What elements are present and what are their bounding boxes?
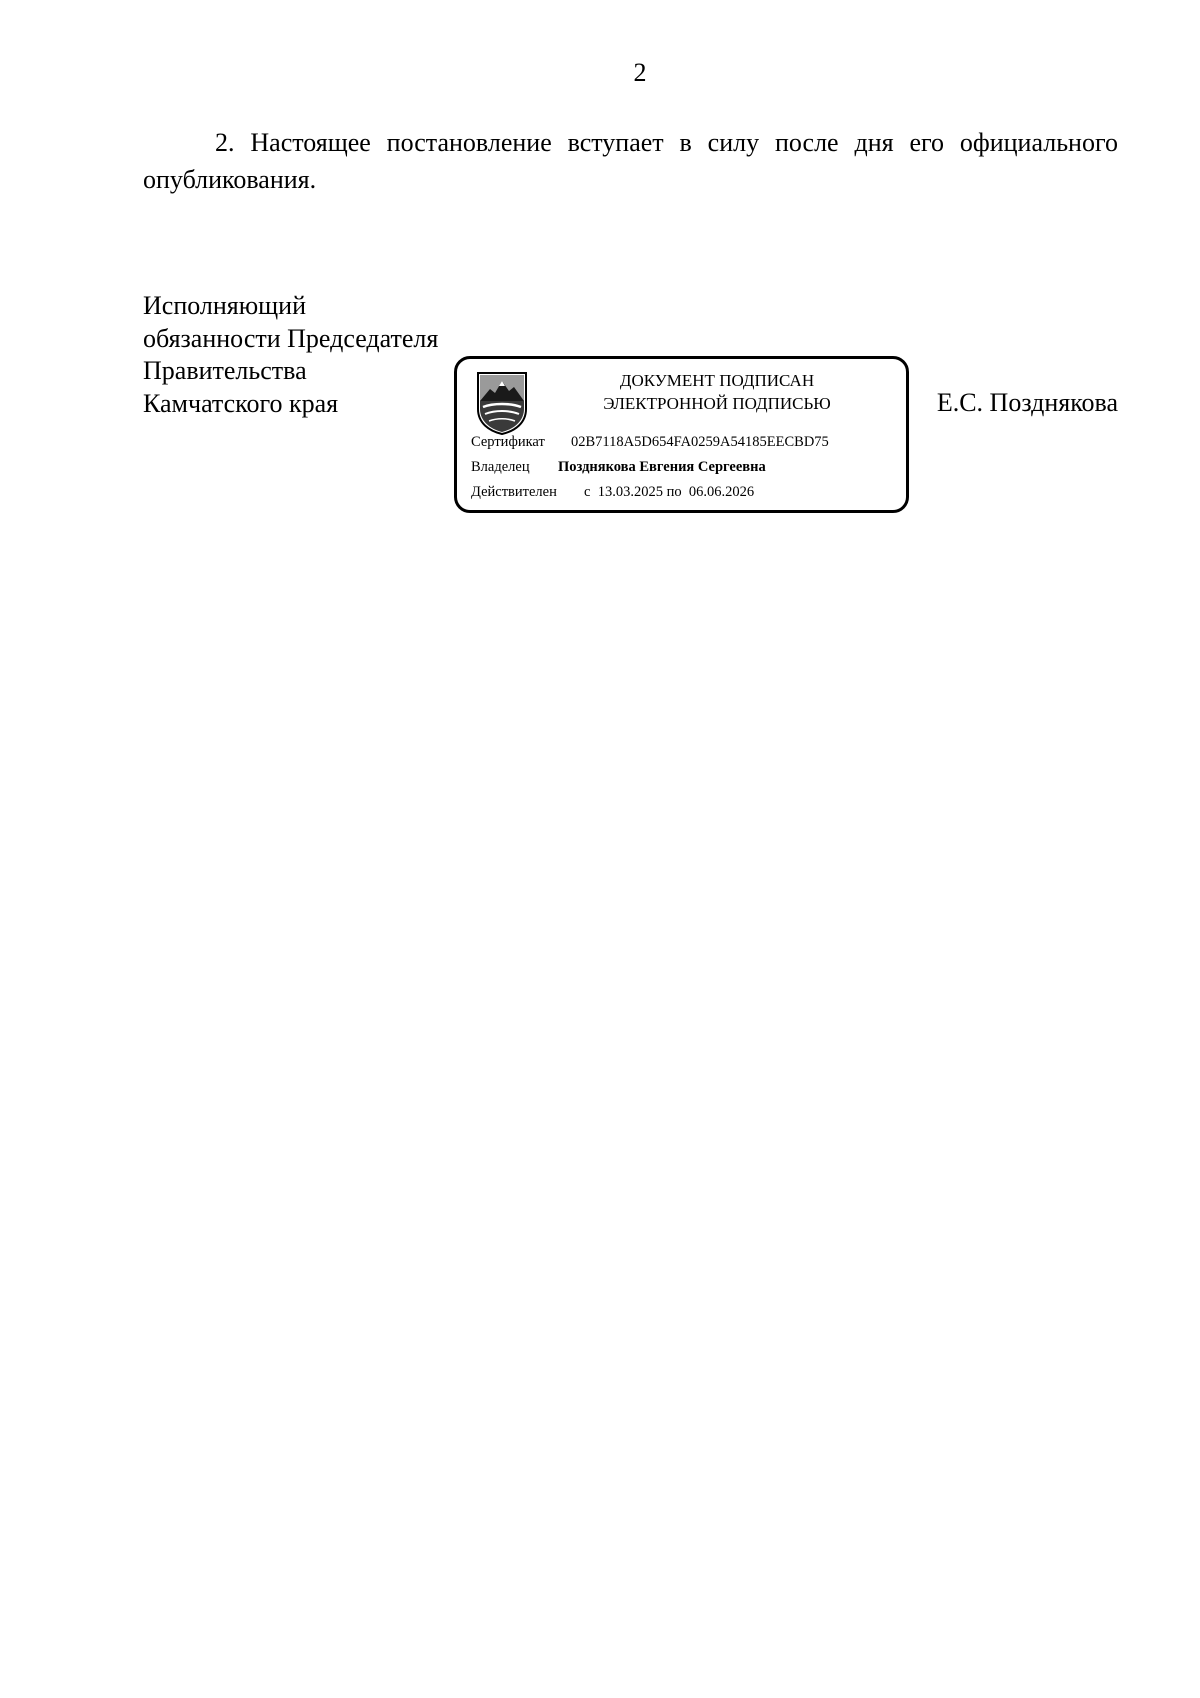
valid-to-date: 06.06.2026 bbox=[688, 484, 755, 500]
validity-label: Действителен bbox=[471, 484, 557, 500]
valid-from-date: 13.03.2025 bbox=[597, 484, 663, 500]
page-number: 2 bbox=[633, 58, 647, 87]
resolution-paragraph: 2. Настоящее постановление вступает в силу после дня его официального опубликования. bbox=[143, 128, 1118, 194]
signer-name: Е.С. Позднякова bbox=[936, 388, 1118, 417]
signer-position bbox=[143, 290, 438, 420]
signer-position-line: обязанности Председателя bbox=[143, 323, 439, 353]
stamp-heading bbox=[567, 369, 867, 415]
certificate-label: Сертификат bbox=[471, 434, 545, 450]
owner-value: Позднякова Евгения Сергеевна bbox=[558, 459, 766, 475]
signer-position-line: Камчатского края bbox=[143, 388, 339, 418]
signer-position-line: Правительства bbox=[143, 356, 307, 385]
stamp-heading-line-2: ЭЛЕКТРОННОЙ ПОДПИСЬЮ bbox=[603, 394, 831, 413]
owner-label: Владелец bbox=[471, 459, 530, 475]
signer-position-line: Исполняющий bbox=[143, 291, 307, 320]
valid-from-prefix: с bbox=[584, 484, 591, 500]
kamchatka-coat-of-arms-icon bbox=[475, 371, 529, 435]
electronic-signature-stamp bbox=[454, 356, 909, 513]
certificate-value: 02B7118A5D654FA0259A54185EECBD75 bbox=[571, 434, 829, 450]
valid-to-prefix: по bbox=[666, 484, 682, 500]
stamp-heading-line-1: ДОКУМЕНТ ПОДПИСАН bbox=[619, 371, 815, 390]
certificate-row bbox=[471, 434, 829, 451]
owner-row bbox=[471, 459, 766, 476]
validity-row bbox=[471, 484, 754, 501]
